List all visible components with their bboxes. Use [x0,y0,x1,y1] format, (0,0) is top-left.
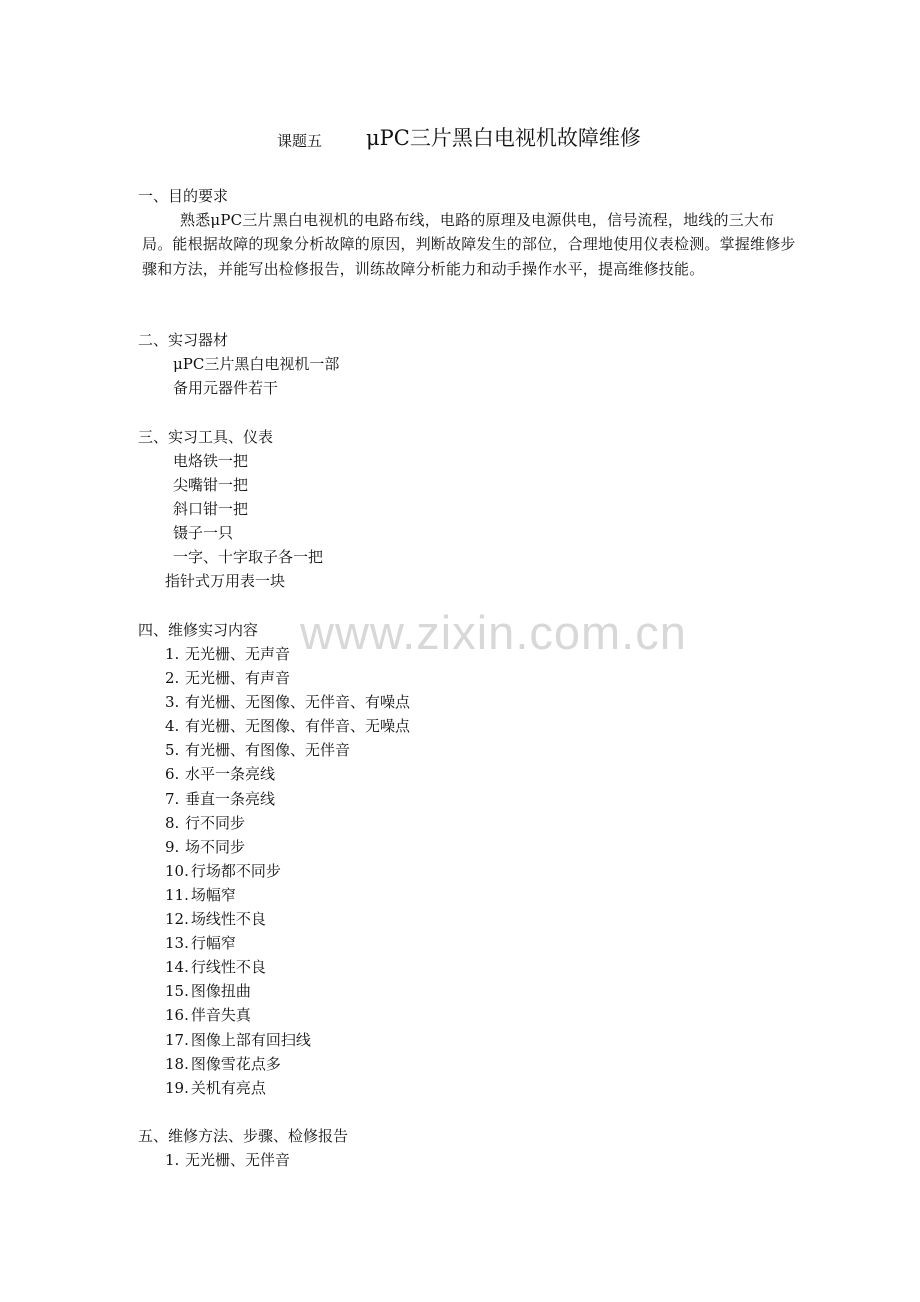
item-text: 图像雪花点多 [190,1054,281,1073]
item-number: 15. [165,982,189,1001]
item-number: 7. [165,789,180,808]
list-item [138,787,798,811]
list-item [138,738,798,762]
item-text: 行线性不良 [190,958,266,977]
item-text: 无光栅、无伴音 [185,1151,291,1169]
item-text: 无光栅、无声音 [185,645,291,663]
item-text: 关机有亮点 [190,1078,266,1097]
item-number: 14. [165,958,189,977]
list-item: 电烙铁一把 [173,452,249,470]
item-text: 有光栅、无图像、无伴音、有噪点 [185,693,411,712]
list-item [138,762,798,786]
section-heading: 四、维修实习内容 [138,621,259,639]
item-number: 18. [165,1054,189,1073]
list-item [138,955,798,979]
section-tools [138,425,798,594]
list-item [138,666,798,690]
list-item [138,1028,798,1052]
list-item [138,907,798,931]
item-text: 无光栅、有声音 [185,669,291,688]
item-number: 12. [165,910,189,929]
item-number: 3. [165,693,180,712]
list-item: 斜口钳一把 [173,500,249,519]
item-number: 9. [165,837,180,856]
item-number: 17. [165,1030,189,1049]
list-item [138,1003,798,1027]
section-methods [138,1124,798,1172]
section-heading: 二、实习器材 [138,331,229,349]
item-text: 垂直一条亮线 [185,789,276,808]
item-number: 13. [165,934,189,953]
section-equipment [138,328,798,400]
objectives-paragraph: 熟悉μPC三片黑白电视机的电路布线，电路的原理及电源供电，信号流程，地线的三大布局。能根据故障的现象分析故障的原因，判断故障发生的部位，合理地使用仪表检测。掌握维修步骤和方法，并能写出检修报告，训练故障分析能力和动手操作水平，提高维修技能。 [142,211,796,278]
list-item [138,690,798,714]
list-item [138,811,798,835]
item-number: 1. [165,1151,180,1169]
title-prefix: 课题五 [277,132,323,150]
item-number: 6. [165,765,180,784]
item-number: 5. [165,741,180,760]
item-text: 有光栅、有图像、无伴音 [185,741,351,760]
item-text: 伴音失真 [190,1006,251,1025]
list-item [138,1052,798,1076]
methods-list [138,1148,798,1172]
list-item [138,1076,798,1100]
list-item: μPC三片黑白电视机一部 [173,355,340,373]
list-item: 备用元器件若干 [173,379,279,398]
item-text: 场幅窄 [190,885,236,904]
section-heading: 五、维修方法、步骤、检修报告 [138,1127,349,1145]
item-text: 场线性不良 [190,910,266,929]
repair-list [138,642,798,1100]
list-item: 镊子一只 [173,524,234,543]
list-item: 尖嘴钳一把 [173,476,249,495]
item-text: 行场都不同步 [190,861,281,880]
section-heading: 三、实习工具、仪表 [138,428,274,446]
item-text: 行不同步 [185,813,246,832]
item-text: 场不同步 [185,837,246,856]
item-number: 2. [165,669,180,688]
section-objectives [138,184,798,281]
section-repair-content [138,618,798,1100]
section-heading: 一、目的要求 [138,187,229,205]
item-number: 16. [165,1006,189,1025]
list-item [138,714,798,738]
item-number: 10. [165,861,189,880]
item-number: 1. [165,645,180,663]
item-text: 行幅窄 [190,934,236,953]
item-text: 水平一条亮线 [185,765,276,784]
list-item [138,883,798,907]
list-item [138,979,798,1003]
title-main: μPC三片黑白电视机故障维修 [366,126,641,150]
item-number: 19. [165,1078,189,1097]
list-item [138,931,798,955]
list-item: 指针式万用表一块 [165,572,286,591]
list-item: 一字、十字取子各一把 [173,548,324,567]
item-number: 4. [165,717,180,736]
list-item [138,1148,798,1172]
item-number: 11. [165,885,189,904]
list-item [138,835,798,859]
item-text: 有光栅、无图像、有伴音、无噪点 [185,717,411,736]
item-text: 图像扭曲 [190,982,251,1001]
list-item [138,859,798,883]
item-number: 8. [165,813,180,832]
watermark: www.zixin.com.cn [300,606,687,659]
item-text: 图像上部有回扫线 [190,1030,311,1049]
